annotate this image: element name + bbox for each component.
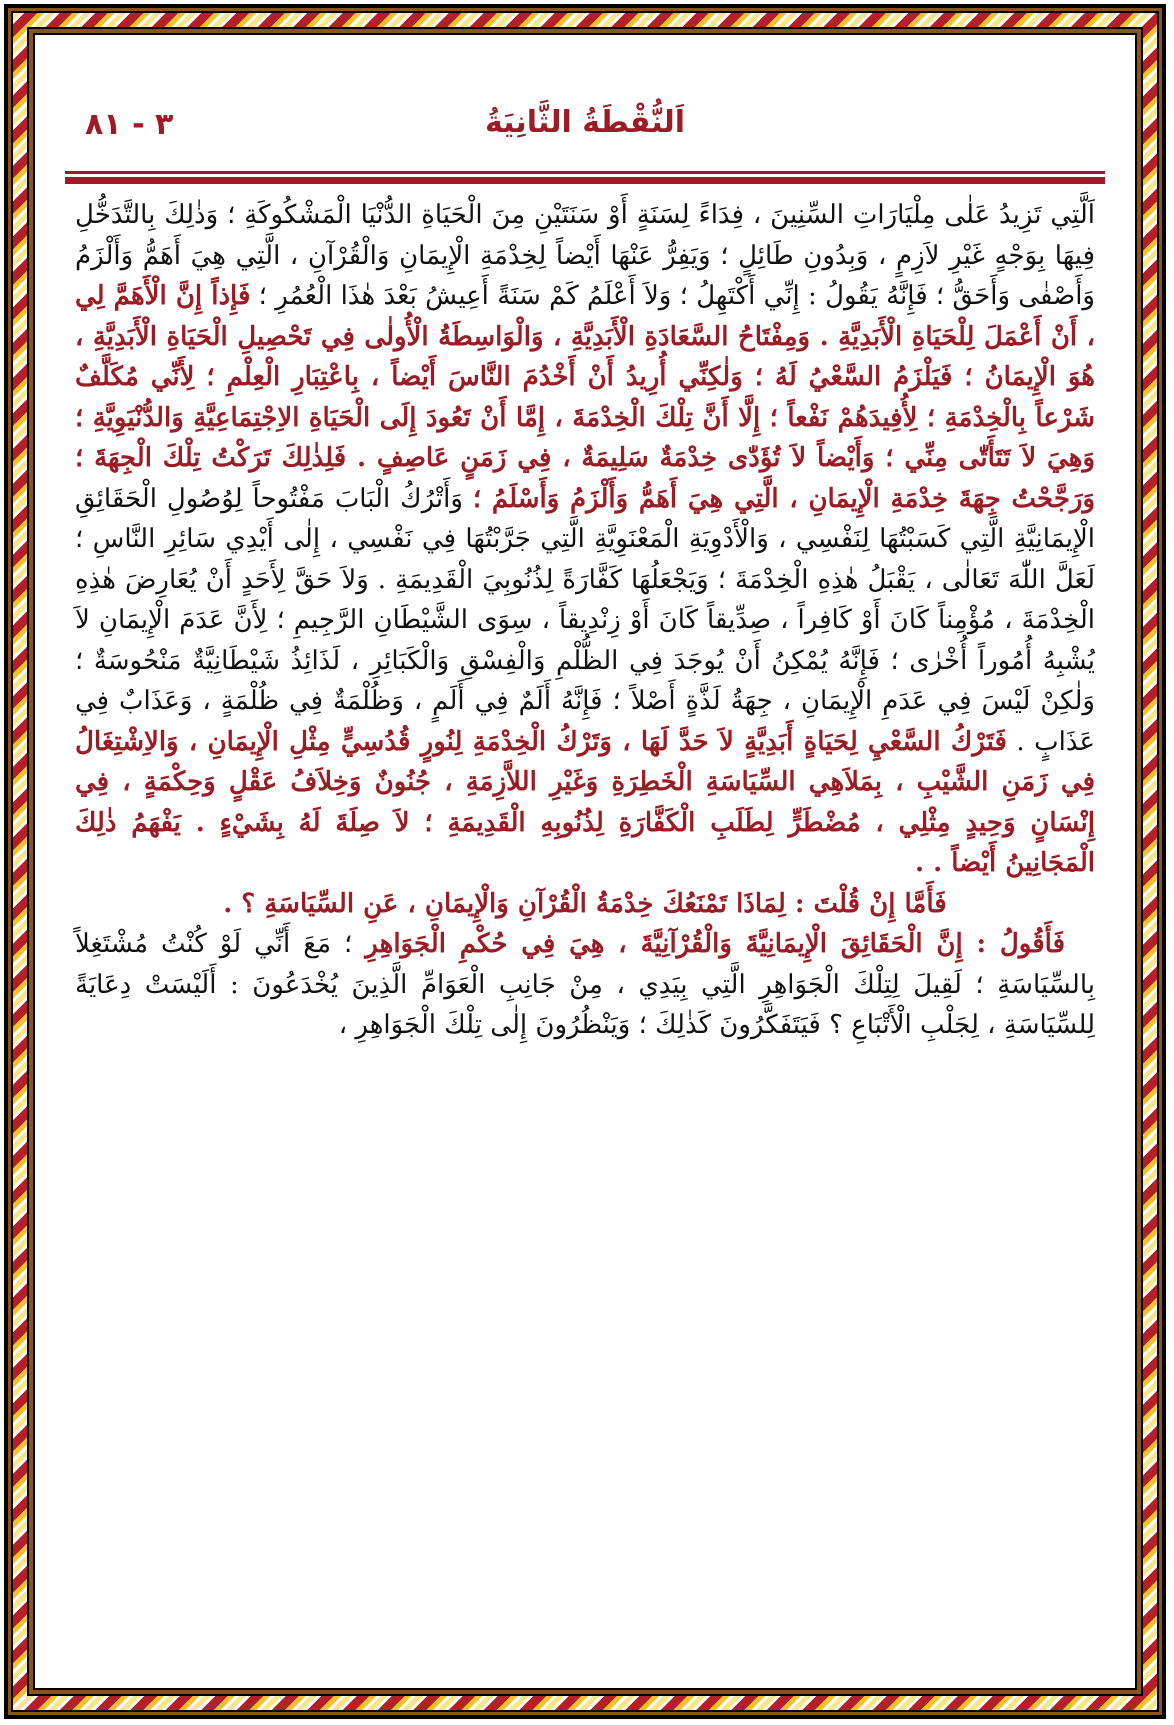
decorative-border-frame [4,4,1166,1719]
header-rule-thin [65,171,1105,174]
page-number: ٣ - ٨١ [85,107,174,142]
highlighted-text-segment: فَتَرْكُ السَّعْيِ لِحَيَاةٍ أَبَدِيَّةٍ لاَ حَدَّ لَهَا ، وَتَرْكُ الْخِدْمَةِ لِنُورٍ قُدُسِيٍّ مِثْلِ الْإِيمَانِ ، وَالاِشْتِغَالُ فِي زَمَنِ الشَّيْبِ ، بِمَلاَهِي السِّيَاسَةِ الْخَطِرَةِ وَغَيْرِ اللاَّزِمَةِ ، جُنُونٌ وَخِلاَفُ عَقْلٍ وَحِكْمَةٍ ، فِي إِنْسَانٍ وَحِيدٍ مِثْلِي ، مُضْطَرٍّ لِطَلَبِ الْكَفَّارَةِ لِذُنُوبِهِ الْقَدِيمَةِ ؛ لاَ صِلَةَ لَهُ بِشَيْءٍ . يَفْهَمُ ذٰلِكَ الْمَجَانِينُ أَيْضاً . . [75,726,1095,878]
paragraph-1 [75,195,1095,884]
highlighted-text-segment: فَأَقُولُ : إِنَّ الْحَقَائِقَ الْإِيمَانِيَّةَ وَالْقُرْآنِيَّةَ ، هِيَ فِي حُكْمِ الْجَوَاهِرِ [365,929,1065,959]
header-rule-thick [65,177,1105,184]
text-segment: اَلَّتِي تَزِيدُ عَلٰى مِلْيَارَاتِ السِّنِينَ ، فِدَاءً لِسَنَةٍ أَوْ سَنَتَيْنِ مِنَ الْحَيَاةِ الدُّنْيَا الْمَشْكُوكَةِ ؛ وَذٰلِكَ بِالتَّدَخُّلِ فِيهَا بِوَجْهٍ غَيْرِ لاَزِمٍ ، وَبِدُونِ طَائِلٍ ؛ وَيَفِرُّ عَنْهَا أَيْضاً لِخِدْمَةِ الْإِيمَانِ وَالْقُرْآنِ ، الَّتِي هِيَ أَهَمُّ وَأَلْزَمُ وَأَصْفٰى وَأَحَقُّ ؛ فَإِنَّهُ يَقُولُ : إِنِّي أَكْتَهِلُ ؛ وَلاَ أَعْلَمُ كَمْ سَنَةً أَعِيشُ بَعْدَ هٰذَا الْعُمُرِ ؛ [75,200,1095,311]
braided-border-pattern [11,11,1159,1712]
highlighted-text-segment: فَإِذاً إِنَّ الْأَهَمَّ لِي ، أَنْ أَعْمَلَ لِلْحَيَاةِ الْأَبَدِيَّةِ . وَمِفْتَاحُ السَّعَادَةِ الْأَبَدِيَّةِ ، وَالْوَاسِطَةُ الْأُولٰى فِي تَحْصِيلِ الْحَيَاةِ الْأَبَدِيَّةِ ، هُوَ الْإِيمَانُ ؛ فَيَلْزَمُ السَّعْيُ لَهُ ؛ وَلٰكِنِّي أُرِيدُ أَنْ أَخْدُمَ النَّاسَ أَيْضاً ، بِاعْتِبَارِ الْعِلْمِ ؛ لِأَنِّي مُكَلَّفٌ شَرْعاً بِالْخِدْمَةِ ؛ لِأُفِيدَهُمْ نَفْعاً ؛ إِلَّا أَنَّ تِلْكَ الْخِدْمَةَ ، إِمَّا أَنْ تَعُودَ إِلَى الْحَيَاةِ الاِجْتِمَاعِيَّةِ وَالدُّنْيَوِيَّةِ ؛ وَهِيَ لاَ تَتَأَتّٰى مِنِّي ؛ وَأَيْضاً لاَ تُؤَدّٰى خِدْمَةٌ سَلِيمَةٌ ، فِي زَمَنٍ عَاصِفٍ . فَلِذٰلِكَ تَرَكْتُ تِلْكَ الْجِهَةَ ؛ وَرَجَّحْتُ جِهَةَ خِدْمَةِ الْإِيمَانِ ، الَّتِي هِيَ أَهَمُّ وَأَلْزَمُ وَأَسْلَمُ ؛ [75,281,1096,514]
page-title: اَلنُّقْطَةُ الثَّانِيَةُ [484,105,685,140]
page-header [65,85,1105,185]
text-segment: ؛ مَعَ أَنِّي لَوْ كُنْتُ مُشْتَغِلاً بِالسِّيَاسَةِ ؛ لَقِيلَ لِتِلْكَ الْجَوَاهِرِ الَّتِي بِيَدِي ، مِنْ جَانِبِ الْعَوَامِّ الَّذِينَ يُخْدَعُونَ : أَلَيْسَتْ دِعَايَةً لِلسِّيَاسَةِ ، لِجَلْبِ الْأَتْبَاعِ ؟ فَيَتَفَكَّرُونَ كَذٰلِكَ ؛ وَيَنْظُرُونَ إِلٰى تِلْكَ الْجَوَاهِرِ ، [75,929,1095,1040]
inner-border-line [27,27,1143,1696]
question-paragraph: فَأَمَّا إِنْ قُلْتَ : لِمَاذَا تَمْنَعُكَ خِدْمَةُ الْقُرْآنِ وَالْإِيمَانِ ، عَنِ السِّيَاسَةِ ؟ . [223,888,947,919]
text-segment: وَأَتْرُكُ الْبَابَ مَفْتُوحاً لِوُصُولِ الْحَقَائِقِ الْإِيمَانِيَّةِ الَّتِي كَسَبْتُهَا لِنَفْسِي ، وَالْأَدْوِيَةِ الْمَعْنَوِيَّةِ الَّتِي جَرَّبْتُهَا فِي نَفْسِي ، إِلٰى أَيْدِي سَائِرِ النَّاسِ ؛ لَعَلَّ اللّٰهَ تَعَالٰى ، يَقْبَلُ هٰذِهِ الْخِدْمَةَ ؛ وَيَجْعَلُهَا كَفَّارَةً لِذُنُوبِيَ الْقَدِيمَةِ . وَلاَ حَقَّ لِأَحَدٍ أَنْ يُعَارِضَ هٰذِهِ الْخِدْمَةَ ، مُؤْمِناً كَانَ أَوْ كَافِراً ، صِدِّيقاً كَانَ أَوْ زِنْدِيقاً ، سِوَى الشَّيْطَانِ الرَّجِيمِ ؛ لِأَنَّ عَدَمَ الْإِيمَانِ لاَ يُشْبِهُ أُمُوراً أُخْرٰى ؛ فَإِنَّهُ يُمْكِنُ أَنْ يُوجَدَ فِي الظُّلْمِ وَالْفِسْقِ وَالْكَبَائِرِ ، لَذَائِذُ شَيْطَانِيَّةٌ مَنْحُوسَةٌ ؛ وَلٰكِنْ لَيْسَ فِي عَدَمِ الْإِيمَانِ ، جِهَةُ لَذَّةٍ أَصْلاً ؛ فَإِنَّهُ أَلَمٌ فِي أَلَمٍ ، وَظُلْمَةٌ فِي ظُلْمَةٍ ، وَعَذَابٌ فِي عَذَابٍ . [75,483,1096,757]
body-text [75,195,1095,1046]
answer-paragraph [75,924,1095,1046]
page-content [33,33,1137,1690]
